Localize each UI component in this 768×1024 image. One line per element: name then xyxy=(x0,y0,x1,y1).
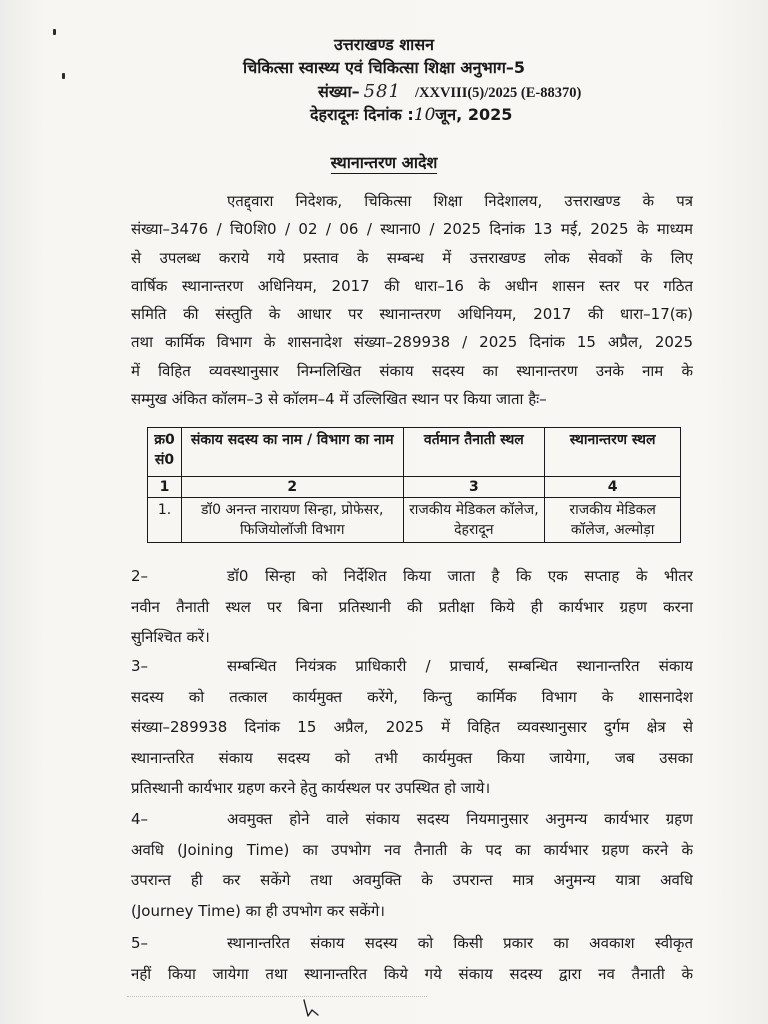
paragraph-line: वार्षिक स्थानान्तरण अधिनियम, 2017 की धारा–16 के अधीन शासन स्तर पर गठित xyxy=(131,276,693,295)
paragraph-line: उपरान्त ही कर सकेंगे तथा अवमुक्ति के उपरान्त मात्र अनुमन्य यात्रा अवधि xyxy=(131,871,693,889)
cell-current-posting: राजकीय मेडिकल कॉलेज, देहरादून xyxy=(403,498,545,543)
page-edge-marks xyxy=(127,996,427,1000)
date-prefix: देहरादूनः दिनांक : xyxy=(310,105,414,124)
date-suffix: जून, 2025 xyxy=(435,105,513,124)
paragraph-line: अवधि (Joining Time) का उपभोग नव तैनाती के पद का कार्यभार ग्रहण करने के xyxy=(131,840,693,859)
paragraph-line: तथा कार्मिक विभाग के शासनादेश संख्या–289938 / 2025 दिनांक 15 अप्रैल, 2025 xyxy=(131,333,693,352)
paragraph-line: प्रतिस्थानी कार्यभार ग्रहण करने हेतु कार्यस्थल पर उपस्थित हो जाये। xyxy=(131,779,491,797)
paragraph-line: नहीं किया जायेगा तथा स्थानान्तरित किये गये संकाय सदस्य द्वारा नव तैनाती के xyxy=(131,964,693,983)
order-number-line xyxy=(318,80,581,102)
header-member-name: संकाय सदस्य का नाम / विभाग का नाम xyxy=(181,428,403,477)
paragraph-number: 3– xyxy=(131,657,149,675)
paragraph-line: समिति की संस्तुति के आधार पर स्थानान्तरण अधिनियम, 2017 की धारा–17(क) xyxy=(131,305,693,324)
paragraph-line: सदस्य को तत्काल कार्यमुक्त करेंगे, किन्तु कार्मिक विभाग के शासनादेश xyxy=(131,687,693,706)
paragraph-line: से उपलब्ध कराये गये प्रस्ताव के सम्बन्ध में उत्तराखण्ड लोक सेवकों के लिए xyxy=(131,248,693,267)
main-paragraph xyxy=(131,187,693,413)
cell-transfer-place: राजकीय मेडिकल कॉलेज, अल्मोड़ा xyxy=(545,498,681,543)
paragraph-line: संख्या–289938 दिनांक 15 अप्रैल, 2025 में विहित व्यवस्थानुसार दुर्गम क्षेत्र से xyxy=(131,718,693,736)
paragraph-3 xyxy=(131,651,693,804)
date-day-handwritten: 10 xyxy=(413,105,436,125)
paragraph-4 xyxy=(131,804,693,926)
paragraph-line: सम्बन्धित नियंत्रक प्राधिकारी / प्राचार्य, सम्बन्धित स्थानान्तरित संकाय xyxy=(227,657,693,675)
paragraph-line: डॉ0 सिन्हा को निर्देशित किया जाता है कि एक सप्ताह के भीतर xyxy=(227,567,693,585)
paragraph-line: स्थानान्तरित संकाय सदस्य को तभी कार्यमुक्त किया जायेगा, जब उसका xyxy=(131,748,693,767)
table-header-row xyxy=(148,428,681,477)
date-line xyxy=(310,103,512,125)
paragraph-line: स्थानान्तरित संकाय सदस्य को किसी प्रकार का अवकाश स्वीकृत xyxy=(227,934,693,952)
paragraph-line: सुनिश्चित करें। xyxy=(131,628,210,646)
column-number: 3 xyxy=(403,477,545,498)
paragraph-line: सम्मुख अंकित कॉलम–3 से कॉलम–4 में उल्लिखित स्थान पर किया जाता हैः– xyxy=(131,390,547,409)
initial-signature-mark xyxy=(300,996,324,1020)
paragraph-number: 5– xyxy=(131,934,149,952)
paragraph-line: में विहित व्यवस्थानुसार निम्नलिखित संकाय सदस्य का स्थानान्तरण उनके नाम के xyxy=(131,361,693,380)
column-number: 2 xyxy=(181,477,403,498)
govt-name: उत्तराखण्ड शासन xyxy=(333,35,435,54)
paragraph-line: (Journey Time) का ही उपभोग कर सकेंगे। xyxy=(131,901,385,920)
paragraph-5 xyxy=(131,928,693,989)
paragraph-number: 4– xyxy=(131,810,149,828)
paragraph-2 xyxy=(131,561,693,653)
department-name: चिकित्सा स्वास्थ्य एवं चिकित्सा शिक्षा अनुभाग–5 xyxy=(242,58,526,77)
order-title-text: स्थानान्तरण आदेश xyxy=(330,153,438,172)
table-row xyxy=(148,498,681,543)
cell-member-name: डॉ0 अनन्त नारायण सिन्हा, प्रोफेसर, फिजियोलॉजी विभाग xyxy=(181,498,403,543)
paragraph-line: संख्या–3476 / चि0शि0 / 02 / 06 / स्थाना0 / 2025 दिनांक 13 मई, 2025 के माध्यम xyxy=(131,220,693,239)
paragraph-line: नवीन तैनाती स्थल पर बिना प्रतिस्थानी की प्रतीक्षा किये ही कार्यभार ग्रहण करना xyxy=(131,597,693,616)
order-number-label: संख्या– xyxy=(318,82,360,101)
paragraph-line: अवमुक्त होने वाले संकाय सदस्य नियमानुसार अनुमन्य कार्यभार ग्रहण xyxy=(227,810,693,828)
header-transfer-place: स्थानान्तरण स्थल xyxy=(545,428,681,477)
header-current-posting: वर्तमान तैनाती स्थल xyxy=(403,428,545,477)
order-number-handwritten: 581 xyxy=(363,81,401,102)
order-title xyxy=(0,151,768,173)
cell-serial: 1. xyxy=(148,498,182,543)
paragraph-number: 2– xyxy=(131,567,149,585)
column-number: 4 xyxy=(545,477,681,498)
header-serial: क्र0 सं0 xyxy=(148,428,182,477)
transfer-table xyxy=(147,427,681,543)
order-reference: /XXVIII(5)/2025 (E-88370) xyxy=(414,85,582,101)
paragraph-line: एतद्द्वारा निदेशक, चिकित्सा शिक्षा निदेशालय, उत्तराखण्ड के पत्र xyxy=(227,192,693,210)
table-column-number-row xyxy=(148,477,681,498)
column-number: 1 xyxy=(148,477,182,498)
